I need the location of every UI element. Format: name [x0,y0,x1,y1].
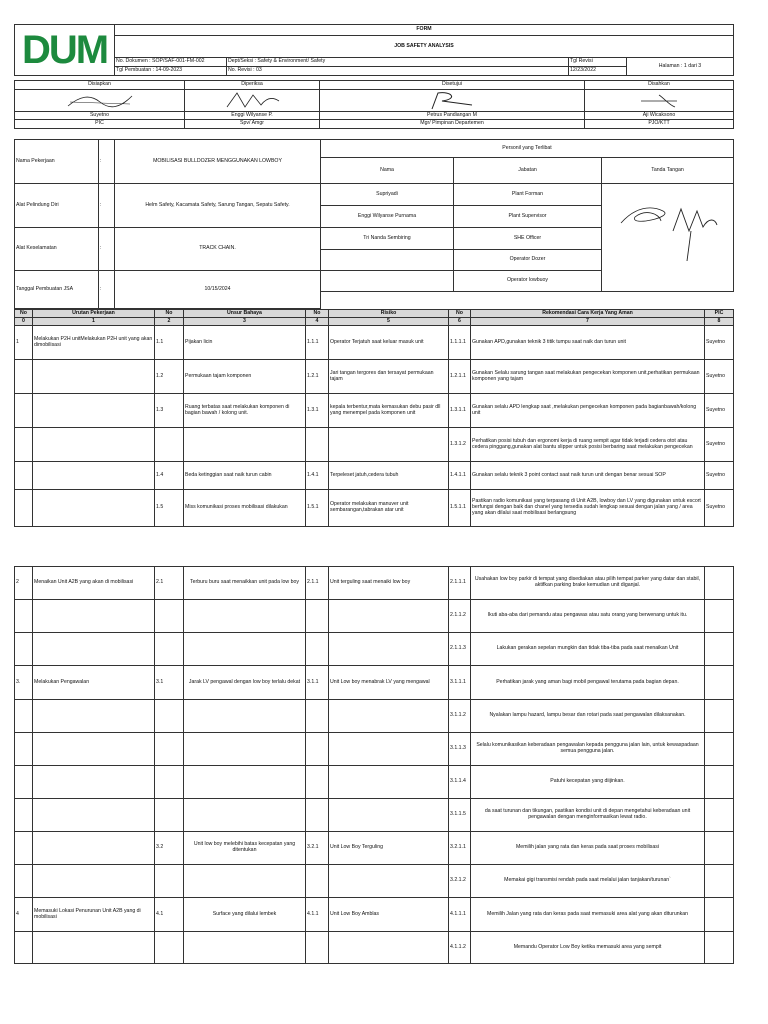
ppe-value: Helm Safety, Kacamata Safety, Sarung Tangan, Sepatu Safety. [115,184,321,228]
risk-number [306,700,329,733]
signature-icon [629,93,689,109]
table-row [15,865,734,898]
signature-icon [605,201,731,271]
hazard [184,799,306,832]
hazard-number [155,428,184,462]
risk [329,600,449,633]
recommendation: Gunakan Selalu sarung tangan saat melakukan pengecekan komponen unit,perhatikan permukaan komponen yang tajam [471,360,705,394]
table-row [15,600,734,633]
approver-role-4: PJO/KTT [585,120,734,129]
col-pic: PIC [705,310,734,318]
job-step-number [15,733,33,766]
personnel-position: Operator Dozer [454,250,602,271]
col-index: 3 [184,318,306,326]
hazard-number: 2.1 [155,567,184,600]
recommendation-number: 4.1.1.2 [449,932,471,964]
recommendation-number: 3.1.1.3 [449,733,471,766]
ppe-label: Alat Pelindung Diri [15,184,99,228]
pic [705,633,734,666]
pic [705,832,734,865]
recommendation: Gunakan selalu APD lengkap saat ,melakukan pengecekan komponen pada bagianbawah/kolong unit [471,394,705,428]
approver-name-2: Enggi Wilyanse P. [185,112,320,120]
job-step [33,490,155,527]
job-step-number [15,799,33,832]
hazard [184,733,306,766]
jsa-table-part-2 [14,566,734,964]
job-step: Memasuki Lokasi Penurunan Unit A2B yang di mobilisasi [33,898,155,932]
job-step [33,733,155,766]
colon: : [99,271,115,309]
job-step-number: 1 [15,326,33,360]
safety-tool-value: TRACK CHAIN. [115,228,321,271]
header-table [14,24,734,76]
table-row [15,567,734,600]
job-step [33,462,155,490]
table-row [15,394,734,428]
approval-agreed: Disetujui [320,81,585,90]
risk-number: 1.1.1 [306,326,329,360]
pic [705,898,734,932]
job-step [33,865,155,898]
hazard: Ruang terbatas saat melakukan komponen di bagian bawah / kolong unit. [184,394,306,428]
risk [329,799,449,832]
job-step [33,600,155,633]
approval-table [14,80,734,129]
risk [329,865,449,898]
job-step-number [15,490,33,527]
approver-role-2: Spv/ Amgr [185,120,320,129]
hazard: Beda ketinggian saat naik turun cabin [184,462,306,490]
tgl-revisi-label: Tgl Revisi [569,58,627,67]
pic: Suyetno [705,462,734,490]
col-no: No [15,310,33,318]
col-index: 4 [306,318,329,326]
jsa-date-label: Tanggal Pembuatan JSA [15,271,99,309]
risk: Jari tangan tergores dan tersayat permukaan tajam [329,360,449,394]
col-no: No [449,310,471,318]
form-label: FORM [115,25,734,36]
risk-number [306,766,329,799]
table-row [15,733,734,766]
recommendation: Selalu komunikasikan keberadaan pengawalan kepada pengguna jalan lain, untuk kewaspadaan semua pengguna jalan. [471,733,705,766]
personnel-name [321,271,454,292]
job-step-number [15,394,33,428]
recommendation: da saat turunan dan tikungan, pastikan kondisi unit di depan mengetahui keberadaan unit pengawalan dengan menginformasikan lewat radio. [471,799,705,832]
job-step-number [15,832,33,865]
personnel-col-position: Jabatan [454,158,602,184]
personnel-position: Plant Supervisor [454,206,602,228]
recommendation: Memilih Jalan yang rata dan keras pada saat memasuki area alat yang akan diturunkan [471,898,705,932]
hazard-number: 1.2 [155,360,184,394]
approver-name-1: Suyetno [15,112,185,120]
recommendation: Usahakan low boy parkir di tempat yang disediakan atau pilih tempat parker yang datar dan stabil, aktifkan parking brake kemudian unit diganjal. [471,567,705,600]
personnel-name: Supriyadi [321,184,454,206]
table-row [15,326,734,360]
company-logo [15,25,115,76]
col-index: 0 [15,318,33,326]
pic [705,600,734,633]
job-step [33,766,155,799]
approver-name-3: Petrus Pandiangan M [320,112,585,120]
job-step-number: 4 [15,898,33,932]
hazard [184,865,306,898]
job-step [33,932,155,964]
approver-role-3: Mgr/ Pimpinan Departemen [320,120,585,129]
risk-number [306,799,329,832]
personnel-name: Enggi Wilyanse Purnama [321,206,454,228]
pic: Suyetno [705,490,734,527]
risk [329,428,449,462]
colon: : [99,140,115,184]
hazard: Permukaan tajam komponen [184,360,306,394]
risk-number: 4.1.1 [306,898,329,932]
hazard: Surface yang dilalui lembek [184,898,306,932]
job-step-number [15,600,33,633]
col-no: No [306,310,329,318]
recommendation-number: 2.1.1.3 [449,633,471,666]
job-step [33,360,155,394]
approver-role-1: PIC [15,120,185,129]
risk-number: 3.1.1 [306,666,329,700]
recommendation-number: 1.1.1.1 [449,326,471,360]
job-step-number [15,360,33,394]
page-info: Halaman : 1 dari 3 [627,58,734,76]
job-step [33,633,155,666]
hazard-number [155,733,184,766]
risk: Unit Low boy menabrak LV yang mengawal [329,666,449,700]
signature-4 [585,90,734,112]
risk-number [306,932,329,964]
hazard-number: 3.2 [155,832,184,865]
col-recommendation: Rekomendasi Cara Kerja Yang Aman [471,310,705,318]
table-row [15,666,734,700]
col-index: 7 [471,318,705,326]
risk: Operator Terjatuh saat keluar masuk unit [329,326,449,360]
pic [705,700,734,733]
job-step: Melakukan Pengawalan [33,666,155,700]
risk-number: 1.4.1 [306,462,329,490]
signature-icon [60,92,140,110]
hazard: Unit low boy melebihi batas kecepatan yang ditentukan [184,832,306,865]
risk: Unit Low Boy Amblas [329,898,449,932]
hazard [184,633,306,666]
personnel-col-name: Nama [321,158,454,184]
hazard-number: 3.1 [155,666,184,700]
risk-number: 1.2.1 [306,360,329,394]
risk: kepala terbentur,mata kemasukan debu pasir dll yang menempel pada komponen unit [329,394,449,428]
table-row [15,360,734,394]
signature-2 [185,90,320,112]
hazard-number: 1.1 [155,326,184,360]
signature-1 [15,90,185,112]
risk [329,733,449,766]
hazard-number: 1.5 [155,490,184,527]
risk [329,932,449,964]
table-row [15,766,734,799]
hazard [184,766,306,799]
col-hazard: Unsur Bahaya [184,310,306,318]
hazard-number [155,700,184,733]
recommendation-number: 1.3.1.1 [449,394,471,428]
col-risk: Risiko [329,310,449,318]
hazard: Terburu buru saat menaikkan unit pada low boy [184,567,306,600]
job-step-number [15,428,33,462]
risk [329,633,449,666]
recommendation: Memakai gigi transmisi rendah pada saat melalui jalan tanjakan/turunan` [471,865,705,898]
doc-number: No. Dokumen : SOP/SAF-001-FM-002 [115,58,227,67]
risk: Operator melakukan manuver unit sembarangan,tabrakan atar unit [329,490,449,527]
colon: : [99,184,115,228]
hazard: Pijakan licin [184,326,306,360]
pic [705,799,734,832]
hazard: Jarak LV pengawal dengan low boy terlalu dekat [184,666,306,700]
risk-number: 1.5.1 [306,490,329,527]
personnel-position: SHE Officer [454,228,602,250]
recommendation-number: 1.5.1.1 [449,490,471,527]
recommendation-number: 3.2.1.2 [449,865,471,898]
risk-number [306,733,329,766]
hazard-number [155,932,184,964]
jsa-date-value: 10/15/2024 [115,271,321,309]
hazard: Miss komunikasi proses mobilisasi dilakukan [184,490,306,527]
recommendation-number: 1.3.1.2 [449,428,471,462]
risk-number [306,600,329,633]
pic [705,766,734,799]
table-row [15,932,734,964]
job-step-number [15,462,33,490]
revision-number: No. Revisi : 03 [227,67,569,76]
hazard [184,428,306,462]
table-row [15,832,734,865]
pic [705,567,734,600]
col-index: 8 [705,318,734,326]
risk: Unit terguling saat menaiki low boy [329,567,449,600]
job-step-number [15,700,33,733]
risk-number: 1.3.1 [306,394,329,428]
recommendation: Memilih jalan yang rata dan keras pada saat proses mobilisasi [471,832,705,865]
table-row [15,462,734,490]
risk-number [306,633,329,666]
recommendation: Patuhi kecepatan yang diijinkan. [471,766,705,799]
recommendation: Lakukan gerakan sepelan mungkin dan tidak tiba-tiba pada saat menaikan Unit [471,633,705,666]
pic: Suyetno [705,428,734,462]
recommendation-number: 4.1.1.1 [449,898,471,932]
pic [705,865,734,898]
jsa-table-part-1 [14,309,734,527]
safety-tool-label: Alat Keselamatan [15,228,99,271]
recommendation: Nyalakan lampu hazard, lampu besar dan rotari pada saat pengawalan dilaksanakan. [471,700,705,733]
risk-number: 3.2.1 [306,832,329,865]
recommendation: Ikuti aba-aba dari pemandu atau pengawas atau satu orang yang berwenang untuk itu. [471,600,705,633]
jsa-rows-part-2 [15,567,734,964]
signature-icon [412,91,492,111]
risk-number: 2.1.1 [306,567,329,600]
recommendation-number: 2.1.1.1 [449,567,471,600]
recommendation-number: 3.1.1.2 [449,700,471,733]
table-row [15,633,734,666]
hazard-number [155,799,184,832]
hazard [184,600,306,633]
recommendation-number: 3.1.1.5 [449,799,471,832]
hazard-number [155,600,184,633]
col-index: 6 [449,318,471,326]
approver-name-4: Aji Wicaksono [585,112,734,120]
hazard [184,932,306,964]
pic: Suyetno [705,326,734,360]
job-step-number [15,865,33,898]
pic: Suyetno [705,394,734,428]
job-step-number [15,932,33,964]
table-row [15,428,734,462]
approval-checked: Diperiksa [185,81,320,90]
personnel-name [321,250,454,271]
table-row [15,700,734,733]
recommendation-number: 1.2.1.1 [449,360,471,394]
col-index: 2 [155,318,184,326]
job-step [33,799,155,832]
hazard-number [155,766,184,799]
recommendation-number: 3.2.1.1 [449,832,471,865]
signature-3 [320,90,585,112]
hazard [184,700,306,733]
recommendation: Perhatikan jarak yang aman bagi mobil pengawal terutama pada bagian depan. [471,666,705,700]
jsa-rows-part-1 [15,326,734,527]
recommendation-number: 3.1.1.4 [449,766,471,799]
personnel-position: Plant Forman [454,184,602,206]
job-step-number [15,766,33,799]
risk [329,700,449,733]
document-title: JOB SAFETY ANALYSIS [115,36,734,58]
hazard-number: 1.3 [155,394,184,428]
job-step: Menaikan Unit A2B yang akan di mobilisasi [33,567,155,600]
hazard-number: 1.4 [155,462,184,490]
risk [329,766,449,799]
personnel-col-signature: Tanda Tangan [602,158,734,184]
job-step: Melakukan P2H unitMelakukan P2H unit yang akan dimobilisasi [33,326,155,360]
job-step [33,700,155,733]
job-step [33,428,155,462]
hazard-number [155,865,184,898]
personnel-position: Operator lowbuoy [454,271,602,292]
job-step [33,394,155,428]
tgl-revisi-value: 12/23/2022 [569,67,627,76]
personnel-title: Personil yang Terlibat [321,140,734,158]
job-step [33,832,155,865]
job-step-number [15,633,33,666]
hazard-number [155,633,184,666]
pic [705,733,734,766]
creation-date: Tgl Pembuatan : 14-09-2023 [115,67,227,76]
personnel-signatures [602,184,734,292]
job-step-number: 2 [15,567,33,600]
logo-text: DUM [21,28,108,72]
table-row [15,799,734,832]
risk: Terpeleset jatuh,cedera tubuh [329,462,449,490]
personnel-name: Tri Nanda Sembiring [321,228,454,250]
recommendation: Memandu Operator Low Boy ketika memasuki area yang sempit [471,932,705,964]
recommendation: Pastikan radio komunikasi yang terpasang di Unit A2B, lowboy dan LV yang digunakan untuk escort berfungsi dengan baik dan chanel yang tersedia sudah lengkap sesuai dengan jalan yang / area yang akan dilalui saat mobilisasi berlangsung [471,490,705,527]
info-table [14,139,734,309]
recommendation: Gunakan selalu teknik 3 point contact saat naik turun unit dengan benar sesuai SOP [471,462,705,490]
job-name-value: MOBILISASI BULLDOZER MENGGUNAKAN LOWBOY [115,140,321,184]
pic [705,932,734,964]
col-no: No [155,310,184,318]
pic: Suyetno [705,360,734,394]
job-step-number: 3. [15,666,33,700]
recommendation: Gunakan APD,gunakan teknik 3 titik tumpu saat naik dan turun unit [471,326,705,360]
approval-prepared: Disiapkan [15,81,185,90]
pic [705,666,734,700]
approval-ratified: Disahkan [585,81,734,90]
table-row [15,898,734,932]
colon: : [99,228,115,271]
recommendation: Perhatikan posisi tubuh dan ergonomi kerja di ruang sempit agar tidak terjadi cedera otot atau cedera pinggang,gunakan alat bantu slipper untuk posisi berbaring saat melakukan pengecekan [471,428,705,462]
job-name-label: Nama Pekerjaan [15,140,99,184]
risk-number [306,865,329,898]
recommendation-number: 2.1.1.2 [449,600,471,633]
col-index: 1 [33,318,155,326]
risk-number [306,428,329,462]
hazard-number: 4.1 [155,898,184,932]
risk: Unit Low Boy Terguling [329,832,449,865]
signature-icon [217,91,287,111]
col-job-step: Urutan Pekerjaan [33,310,155,318]
table-row [15,490,734,527]
department: Dept/Seksi : Safety & Environment/ Safety [227,58,569,67]
recommendation-number: 1.4.1.1 [449,462,471,490]
recommendation-number: 3.1.1.1 [449,666,471,700]
col-index: 5 [329,318,449,326]
